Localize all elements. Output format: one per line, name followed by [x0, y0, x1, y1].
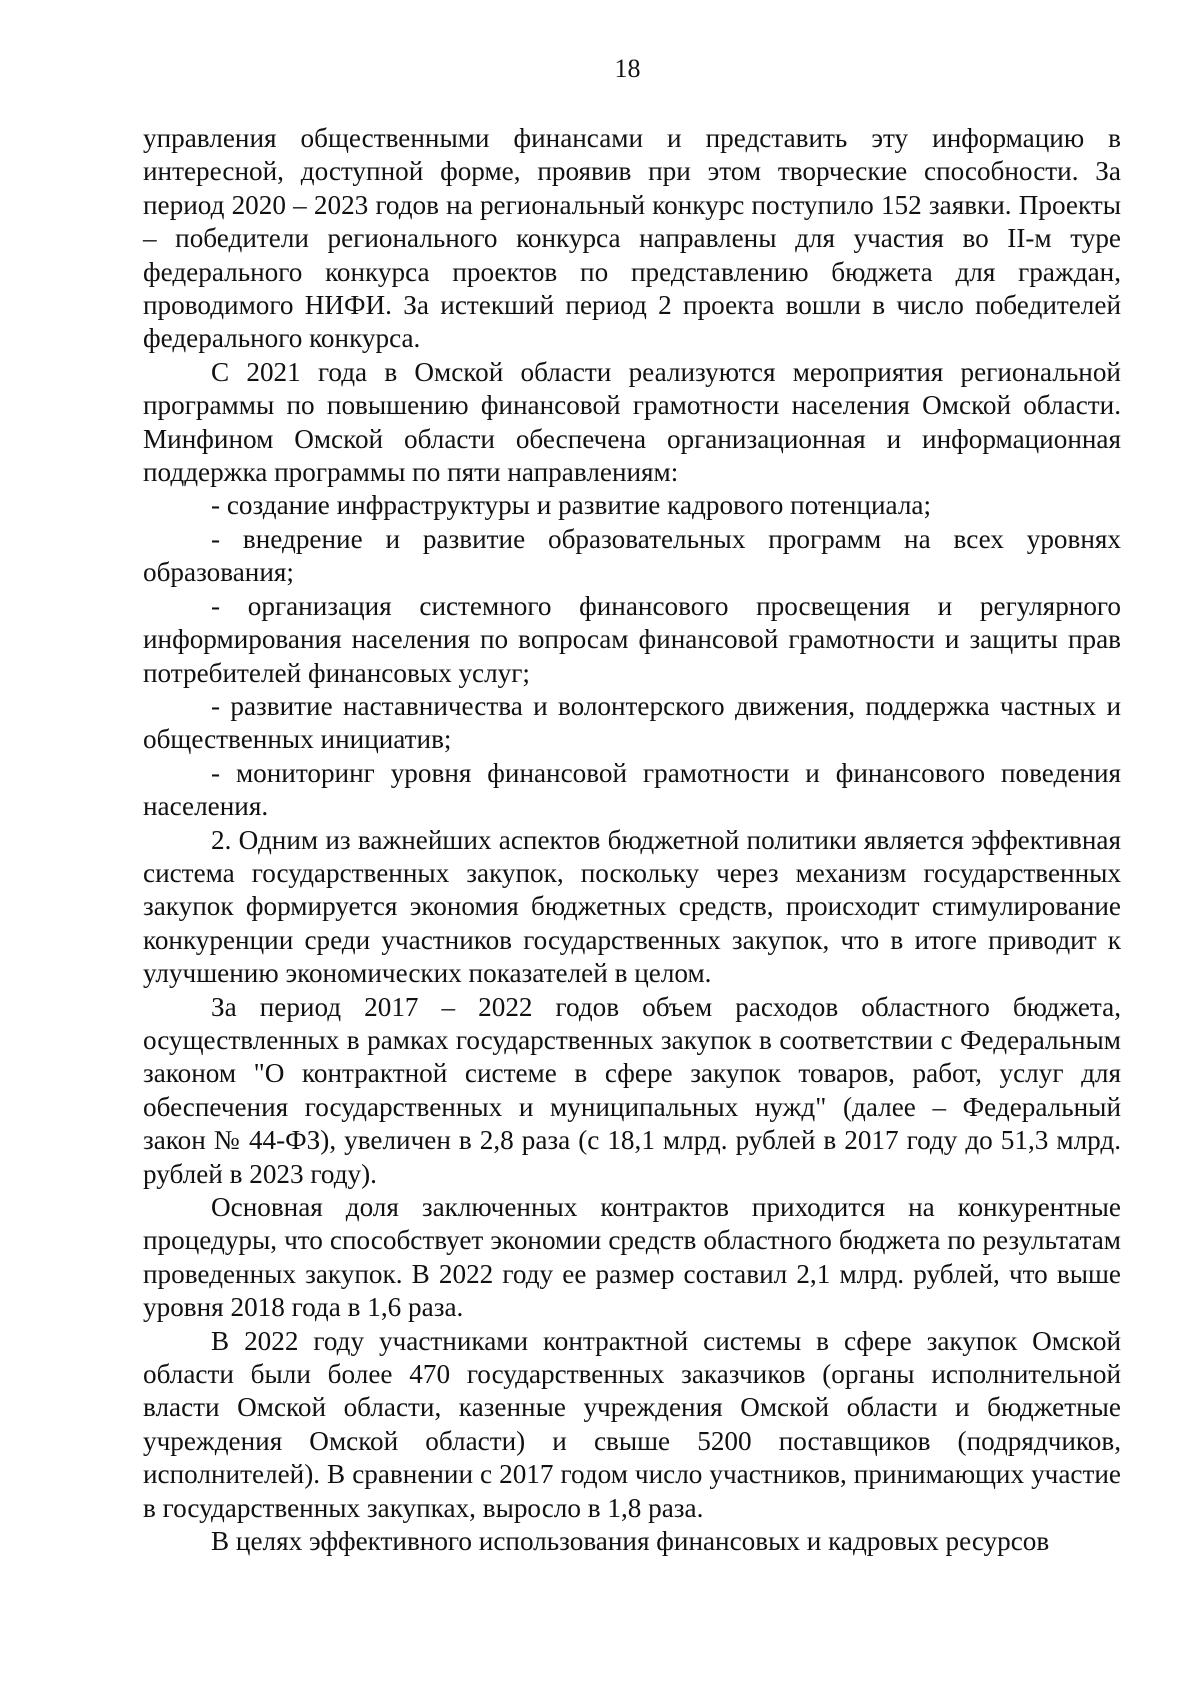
- document-body: [143, 122, 1121, 1558]
- paragraph-continued: управления общественными финансами и представить эту информацию в интересной, доступной форме, проявив при этом творческие способности. За период 2020 – 2023 годов на региональный конкурс поступило 152 заявки. Проекты – победители регионального конкурса направлены для участия во II-м туре федерального конкурса проектов по представлению бюджета для граждан, проводимого НИФИ. За истекший период 2 проекта вошли в число победителей федерального конкурса.: [143, 123, 1121, 354]
- paragraph-resource-efficiency: В целях эффективного использования финансовых и кадровых ресурсов: [211, 1526, 1050, 1557]
- paragraph-procurement-spending: За период 2017 – 2022 годов объем расходов областного бюджета, осуществленных в рамках государственных закупок в соответствии с Федеральным законом "О контрактной системе в сфере закупок товаров, работ, услуг для обеспечения государственных и муниципальных нужд" (далее – Федеральный закон № 44-ФЗ), увеличен в 2,8 раза (с 18,1 млрд. рублей в 2017 году до 51,3 млрд. рублей в 2023 году).: [143, 991, 1121, 1189]
- list-item-financial-education: - организация системного финансового просвещения и регулярного информирования населения по вопросам финансовой грамотности и защиты прав потребителей финансовых услуг;: [143, 590, 1121, 688]
- paragraph-competitive-procedures: Основная доля заключенных контрактов приходится на конкурентные процедуры, что способствует экономии средств областного бюджета по результатам проведенных закупок. В 2022 году ее размер составил 2,1 млрд. рублей, что выше уровня 2018 года в 1,6 раза.: [143, 1192, 1121, 1323]
- paragraph-contract-system-participants: В 2022 году участниками контрактной системы в сфере закупок Омской области были более 470 государственных заказчиков (органы исполнительной власти Омской области, казенные учреждения Омской области и бюджетные учреждения Омской области) и свыше 5200 поставщиков (подрядчиков, исполнителей). В сравнении с 2017 годом число участников, принимающих участие в государственных закупках, выросло в 1,8 раза.: [143, 1325, 1121, 1523]
- paragraph-public-procurement: 2. Одним из важнейших аспектов бюджетной политики является эффективная система государственных закупок, поскольку через механизм государственных закупок формируется экономия бюджетных средств, происходит стимулирование конкуренции среди участников государственных закупок, что в итоге приводит к улучшению экономических показателей в целом.: [143, 824, 1121, 989]
- list-item-mentoring-volunteering: - развитие наставничества и волонтерского движения, поддержка частных и общественных инициатив;: [143, 690, 1121, 755]
- list-item-education-programs: - внедрение и развитие образовательных программ на всех уровнях образования;: [143, 523, 1121, 588]
- list-item-monitoring: - мониторинг уровня финансовой грамотности и финансового поведения населения.: [143, 757, 1121, 822]
- list-item-infrastructure: - создание инфраструктуры и развитие кадрового потенциала;: [211, 490, 932, 521]
- page-number: 18: [614, 54, 641, 83]
- paragraph-financial-literacy-program: С 2021 года в Омской области реализуются мероприятия региональной программы по повышению финансовой грамотности населения Омской области. Минфином Омской области обеспечена организационная и информационная поддержка программы по пяти направлениям:: [143, 356, 1121, 488]
